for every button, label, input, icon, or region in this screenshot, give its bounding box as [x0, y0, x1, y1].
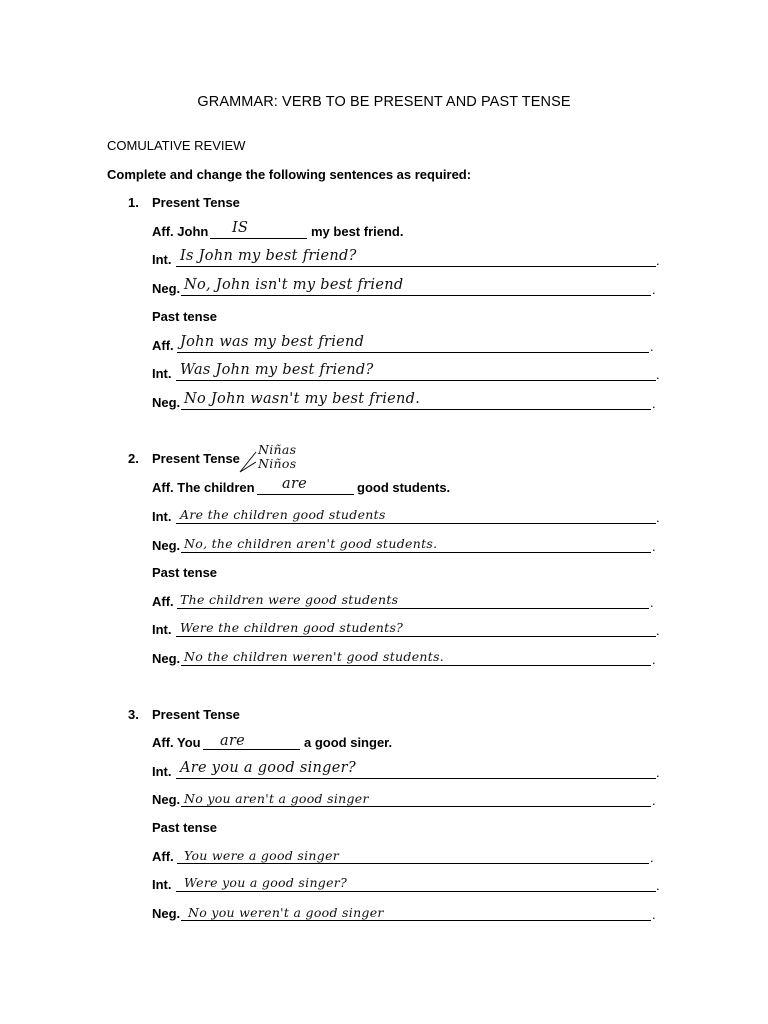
present-tense-heading: Present Tense	[152, 195, 240, 210]
line-end-period: .	[652, 539, 656, 554]
neg-label: Neg.	[152, 281, 181, 296]
past-tense-heading: Past tense	[152, 820, 218, 835]
answer-blank	[203, 749, 300, 750]
answer-blank	[257, 494, 354, 495]
neg-label: Neg.	[152, 651, 181, 666]
aff-prompt-start: Aff. John	[152, 224, 209, 239]
past-tense-heading: Past tense	[152, 309, 218, 324]
handwritten-answer: You were a good singer	[184, 848, 340, 863]
annotation-arrow-lines	[238, 448, 260, 474]
neg-label: Neg.	[152, 906, 181, 921]
handwritten-answer: Were you a good singer?	[184, 875, 348, 890]
line-end-period: .	[652, 793, 656, 808]
handwritten-answer: Were the children good students?	[180, 620, 404, 635]
answer-line	[176, 636, 656, 637]
answer-line	[176, 266, 656, 267]
answer-line	[176, 891, 656, 892]
answer-line	[177, 863, 649, 864]
handwritten-answer: Was John my best friend?	[180, 362, 374, 378]
present-tense-heading: Present Tense	[152, 451, 240, 466]
instructions: Complete and change the following sentences as required:	[107, 167, 472, 182]
answer-line	[181, 409, 651, 410]
int-label: Int.	[152, 622, 172, 637]
neg-label: Neg.	[152, 792, 181, 807]
line-end-period: .	[652, 907, 656, 922]
aff-prompt-end: good students.	[357, 480, 451, 495]
line-end-period: .	[650, 850, 654, 865]
answer-line	[181, 295, 651, 296]
line-end-period: .	[652, 282, 656, 297]
answer-line	[176, 778, 656, 779]
handwritten-answer: Is John my best friend?	[180, 248, 357, 264]
handwritten-answer: The children were good students	[180, 592, 399, 607]
handwritten-answer: IS	[232, 220, 249, 236]
past-tense-heading: Past tense	[152, 565, 218, 580]
answer-line	[181, 665, 651, 666]
answer-line	[176, 523, 656, 524]
aff-label: Aff.	[152, 338, 174, 353]
exercise-number: 2.	[128, 451, 139, 466]
present-tense-heading: Present Tense	[152, 707, 240, 722]
handwritten-answer: Are you a good singer?	[180, 760, 356, 776]
exercise-number: 1.	[128, 195, 139, 210]
aff-prompt-start: Aff. You	[152, 735, 201, 750]
int-label: Int.	[152, 366, 172, 381]
handwritten-answer: No you weren't a good singer	[188, 905, 384, 920]
handwritten-answer: No you aren't a good singer	[184, 791, 369, 806]
aff-prompt-start: Aff. The children	[152, 480, 255, 495]
answer-line	[177, 608, 649, 609]
handwritten-answer: No John wasn't my best friend.	[184, 391, 421, 407]
handwritten-answer: John was my best friend	[180, 334, 365, 350]
handwritten-annotation: Niños	[258, 456, 297, 471]
line-end-period: .	[656, 878, 660, 893]
answer-line	[177, 352, 649, 353]
handwritten-annotation: Niñas	[258, 442, 297, 457]
page-title: GRAMMAR: VERB TO BE PRESENT AND PAST TENSE	[197, 94, 571, 110]
int-label: Int.	[152, 252, 172, 267]
handwritten-answer: are	[220, 733, 246, 749]
handwritten-answer: Are the children good students	[180, 507, 386, 522]
line-end-period: .	[652, 396, 656, 411]
line-end-period: .	[656, 253, 660, 268]
line-end-period: .	[650, 595, 654, 610]
neg-label: Neg.	[152, 395, 181, 410]
answer-line	[176, 380, 656, 381]
line-end-period: .	[652, 652, 656, 667]
aff-label: Aff.	[152, 594, 174, 609]
handwritten-answer: No, John isn't my best friend	[184, 277, 404, 293]
section-subtitle: COMULATIVE REVIEW	[107, 138, 246, 153]
int-label: Int.	[152, 877, 172, 892]
int-label: Int.	[152, 764, 172, 779]
neg-label: Neg.	[152, 538, 181, 553]
line-end-period: .	[656, 367, 660, 382]
handwritten-answer: are	[282, 476, 308, 492]
handwritten-answer: No, the children aren't good students.	[184, 536, 438, 551]
aff-prompt-end: a good singer.	[304, 735, 393, 750]
answer-blank	[210, 238, 307, 239]
line-end-period: .	[656, 623, 660, 638]
answer-line	[181, 552, 651, 553]
int-label: Int.	[152, 509, 172, 524]
line-end-period: .	[650, 339, 654, 354]
answer-line	[181, 806, 651, 807]
line-end-period: .	[656, 510, 660, 525]
handwritten-answer: No the children weren't good students.	[184, 649, 445, 664]
aff-prompt-end: my best friend.	[311, 224, 404, 239]
line-end-period: .	[656, 765, 660, 780]
aff-label: Aff.	[152, 849, 174, 864]
answer-line	[181, 920, 651, 921]
exercise-number: 3.	[128, 707, 139, 722]
